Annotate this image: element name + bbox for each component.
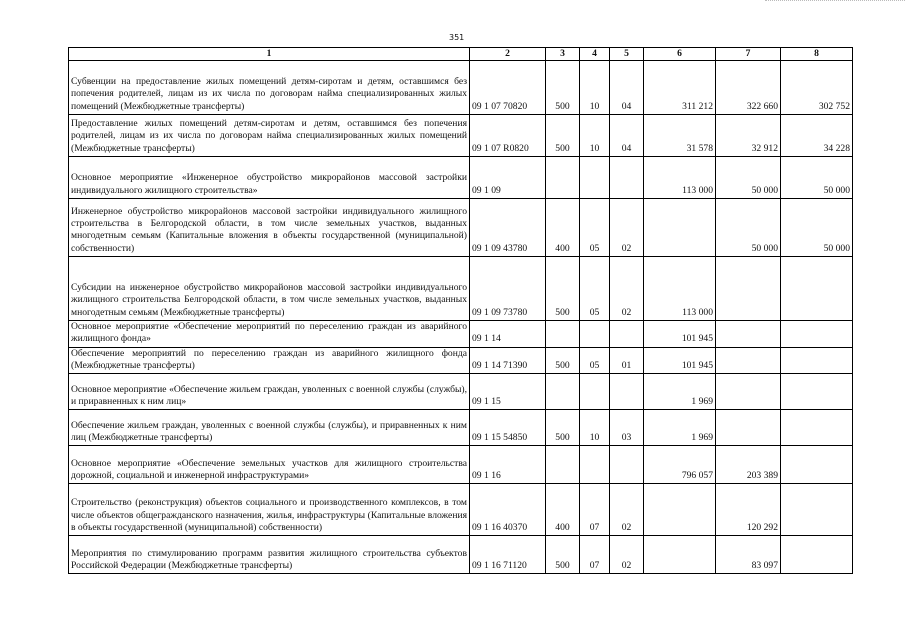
page-number: 351 bbox=[449, 33, 465, 42]
table-row bbox=[69, 157, 853, 199]
row-amount-2019-cell bbox=[644, 199, 716, 257]
header-cell: 3 bbox=[546, 48, 580, 61]
row-name-cell: Субсидии на инженерное обустройство микрорайонов массовой застройки индивидуального жилищного строительства Белгородской области, в том числе земельных участков, выданных многодетным семьям (Межбюджетные трансферты) bbox=[69, 257, 470, 321]
row-type-cell: 500 bbox=[546, 257, 580, 321]
row-amount-2021-cell bbox=[781, 321, 853, 348]
table-row bbox=[69, 446, 853, 484]
row-amount-2021-cell: 50 000 bbox=[781, 199, 853, 257]
table-row bbox=[69, 321, 853, 348]
row-amount-2020-cell: 50 000 bbox=[716, 199, 781, 257]
row-amount-2021-cell bbox=[781, 374, 853, 410]
row-name-cell: Основное мероприятие «Обеспечение земельных участков для жилищного строительства дорожной, социальной и инженерной инфраструктурами» bbox=[69, 446, 470, 484]
row-type-cell: 500 bbox=[546, 347, 580, 374]
row-subsection-cell bbox=[610, 446, 644, 484]
row-amount-2019-cell: 1 969 bbox=[644, 374, 716, 410]
row-type-cell: 400 bbox=[546, 484, 580, 536]
row-amount-2021-cell bbox=[781, 446, 853, 484]
row-code-cell: 09 1 16 40370 bbox=[470, 484, 546, 536]
row-section-cell: 05 bbox=[580, 347, 610, 374]
row-name-cell: Субвенции на предоставление жилых помещений детям-сиротам и детям, оставшимся без попечения родителей, лицам из их числа по договорам найма специализированных жилых помещений (Межбюджетные трансферты) bbox=[69, 61, 470, 115]
header-cell: 1 bbox=[69, 48, 470, 61]
row-code-cell: 09 1 16 bbox=[470, 446, 546, 484]
table-row bbox=[69, 115, 853, 157]
row-amount-2021-cell bbox=[781, 257, 853, 321]
row-amount-2019-cell: 796 057 bbox=[644, 446, 716, 484]
row-name-cell: Инженерное обустройство микрорайонов массовой застройки индивидуального жилищного строительства в Белгородской области, в том числе земельных участков, выданных многодетным семьям (Капитальные вложения в объекты государственной (муниципальной) собственности) bbox=[69, 199, 470, 257]
row-subsection-cell: 02 bbox=[610, 536, 644, 574]
header-cell: 6 bbox=[644, 48, 716, 61]
row-name-cell: Строительство (реконструкция) объектов социального и производственного комплексов, в том числе объектов общегражданского назначения, жилья, инфраструктуры (Капитальные вложения в объекты государственной (муниципальной) собственности) bbox=[69, 484, 470, 536]
table-row bbox=[69, 257, 853, 321]
header-cell: 7 bbox=[716, 48, 781, 61]
header-cell: 4 bbox=[580, 48, 610, 61]
row-amount-2021-cell bbox=[781, 347, 853, 374]
header-cell: 5 bbox=[610, 48, 644, 61]
row-name-cell: Основное мероприятие «Инженерное обустройство микрорайонов массовой застройки индивидуального жилищного строительства» bbox=[69, 157, 470, 199]
row-amount-2020-cell: 50 000 bbox=[716, 157, 781, 199]
row-subsection-cell: 01 bbox=[610, 347, 644, 374]
row-amount-2019-cell: 311 212 bbox=[644, 61, 716, 115]
header-row bbox=[69, 48, 853, 61]
row-amount-2019-cell: 113 000 bbox=[644, 157, 716, 199]
row-type-cell: 400 bbox=[546, 199, 580, 257]
row-code-cell: 09 1 16 71120 bbox=[470, 536, 546, 574]
row-section-cell bbox=[580, 157, 610, 199]
row-section-cell: 07 bbox=[580, 536, 610, 574]
row-type-cell bbox=[546, 157, 580, 199]
row-code-cell: 09 1 07 R0820 bbox=[470, 115, 546, 157]
row-amount-2020-cell: 203 389 bbox=[716, 446, 781, 484]
table-row bbox=[69, 374, 853, 410]
row-code-cell: 09 1 15 54850 bbox=[470, 410, 546, 446]
row-section-cell: 10 bbox=[580, 410, 610, 446]
row-name-cell: Предоставление жилых помещений детям-сиротам и детям, оставшимся без попечения родителей, лицам из их числа по договорам найма специализированных жилых помещений (Межбюджетные трансферты) bbox=[69, 115, 470, 157]
table-row bbox=[69, 484, 853, 536]
row-subsection-cell: 03 bbox=[610, 410, 644, 446]
row-amount-2021-cell bbox=[781, 484, 853, 536]
row-amount-2019-cell: 101 945 bbox=[644, 347, 716, 374]
row-subsection-cell: 02 bbox=[610, 257, 644, 321]
row-amount-2020-cell: 32 912 bbox=[716, 115, 781, 157]
row-amount-2020-cell: 83 097 bbox=[716, 536, 781, 574]
row-type-cell: 500 bbox=[546, 410, 580, 446]
header-cell: 8 bbox=[781, 48, 853, 61]
table-row bbox=[69, 347, 853, 374]
row-amount-2020-cell bbox=[716, 257, 781, 321]
scan-edge-mark bbox=[765, 0, 905, 2]
row-type-cell bbox=[546, 321, 580, 348]
row-subsection-cell bbox=[610, 157, 644, 199]
table-row bbox=[69, 61, 853, 115]
row-amount-2019-cell: 31 578 bbox=[644, 115, 716, 157]
row-amount-2020-cell: 322 660 bbox=[716, 61, 781, 115]
row-subsection-cell: 02 bbox=[610, 199, 644, 257]
row-subsection-cell: 02 bbox=[610, 484, 644, 536]
row-type-cell: 500 bbox=[546, 115, 580, 157]
row-amount-2020-cell bbox=[716, 410, 781, 446]
row-amount-2019-cell: 101 945 bbox=[644, 321, 716, 348]
row-amount-2021-cell: 50 000 bbox=[781, 157, 853, 199]
header-cell: 2 bbox=[470, 48, 546, 61]
row-section-cell bbox=[580, 374, 610, 410]
row-amount-2020-cell bbox=[716, 347, 781, 374]
row-amount-2021-cell bbox=[781, 410, 853, 446]
row-section-cell: 10 bbox=[580, 61, 610, 115]
row-code-cell: 09 1 07 70820 bbox=[470, 61, 546, 115]
row-subsection-cell bbox=[610, 374, 644, 410]
row-type-cell: 500 bbox=[546, 536, 580, 574]
row-amount-2020-cell bbox=[716, 374, 781, 410]
row-code-cell: 09 1 14 71390 bbox=[470, 347, 546, 374]
row-name-cell: Обеспечение жильем граждан, уволенных с военной службы (службы), и приравненных к ним лиц (Межбюджетные трансферты) bbox=[69, 410, 470, 446]
row-amount-2019-cell bbox=[644, 536, 716, 574]
row-amount-2019-cell: 1 969 bbox=[644, 410, 716, 446]
row-section-cell: 05 bbox=[580, 199, 610, 257]
row-amount-2021-cell bbox=[781, 536, 853, 574]
row-type-cell bbox=[546, 446, 580, 484]
row-code-cell: 09 1 09 bbox=[470, 157, 546, 199]
row-amount-2020-cell bbox=[716, 321, 781, 348]
row-amount-2019-cell: 113 000 bbox=[644, 257, 716, 321]
row-amount-2020-cell: 120 292 bbox=[716, 484, 781, 536]
table-row bbox=[69, 410, 853, 446]
row-name-cell: Мероприятия по стимулированию программ развития жилищного строительства субъектов Российской Федерации (Межбюджетные трансферты) bbox=[69, 536, 470, 574]
row-type-cell: 500 bbox=[546, 61, 580, 115]
row-code-cell: 09 1 09 43780 bbox=[470, 199, 546, 257]
table-row bbox=[69, 199, 853, 257]
row-section-cell bbox=[580, 446, 610, 484]
row-amount-2019-cell bbox=[644, 484, 716, 536]
row-type-cell bbox=[546, 374, 580, 410]
row-amount-2021-cell: 34 228 bbox=[781, 115, 853, 157]
row-section-cell bbox=[580, 321, 610, 348]
row-subsection-cell bbox=[610, 321, 644, 348]
row-name-cell: Основное мероприятие «Обеспечение жильем граждан, уволенных с военной службы (службы), и приравненных к ним лиц» bbox=[69, 374, 470, 410]
row-code-cell: 09 1 14 bbox=[470, 321, 546, 348]
row-section-cell: 07 bbox=[580, 484, 610, 536]
row-amount-2021-cell: 302 752 bbox=[781, 61, 853, 115]
row-name-cell: Обеспечение мероприятий по переселению граждан из аварийного жилищного фонда (Межбюджетные трансферты) bbox=[69, 347, 470, 374]
row-section-cell: 05 bbox=[580, 257, 610, 321]
table-row bbox=[69, 536, 853, 574]
row-subsection-cell: 04 bbox=[610, 115, 644, 157]
row-code-cell: 09 1 09 73780 bbox=[470, 257, 546, 321]
row-section-cell: 10 bbox=[580, 115, 610, 157]
row-subsection-cell: 04 bbox=[610, 61, 644, 115]
row-code-cell: 09 1 15 bbox=[470, 374, 546, 410]
row-name-cell: Основное мероприятие «Обеспечение мероприятий по переселению граждан из аварийного жилищного фонда» bbox=[69, 321, 470, 348]
budget-table bbox=[68, 47, 853, 574]
